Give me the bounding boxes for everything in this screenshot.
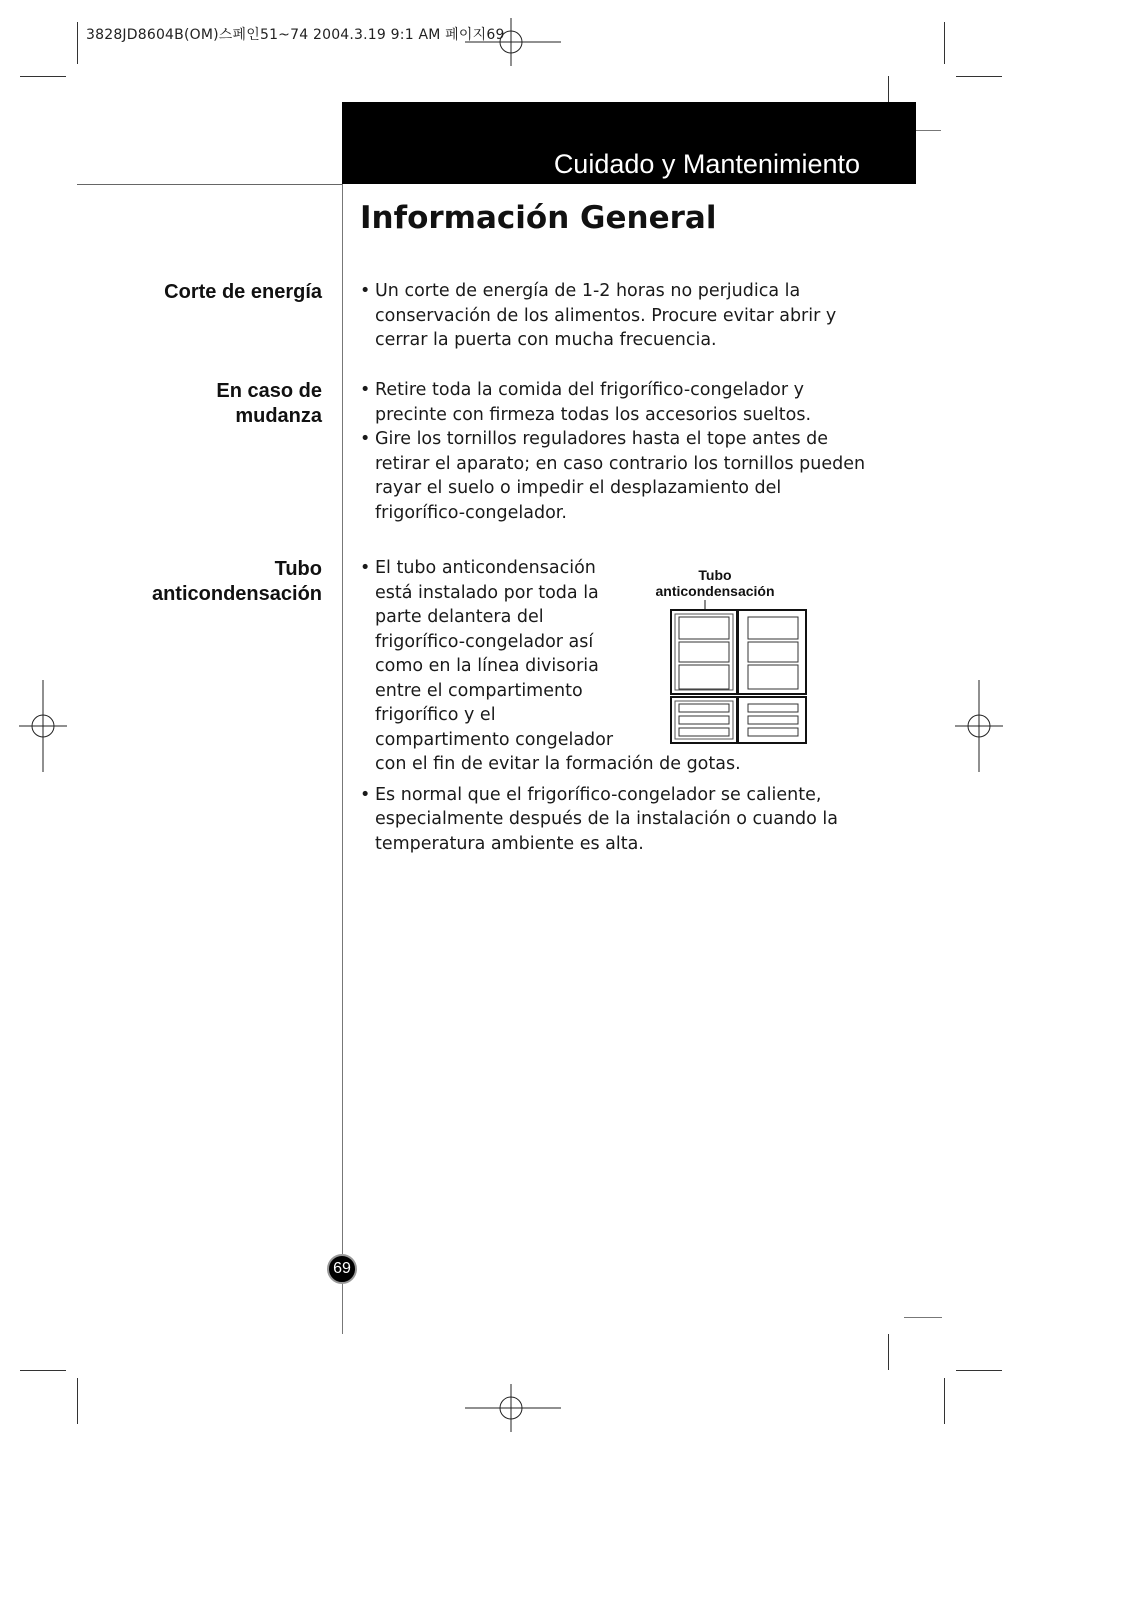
column-divider	[342, 184, 343, 1254]
section-body-power	[360, 279, 836, 353]
registration-mark-bottom	[465, 1384, 561, 1432]
section-label-tube: Tubo anticondensación	[151, 558, 322, 605]
section-label-power: Corte de energía	[164, 281, 322, 303]
header-rule	[77, 184, 343, 185]
section-body-moving	[360, 378, 865, 525]
bullet-item: • Retire toda la comida del frigorífico-congelador y precinte con firmeza todas los accesorios sueltos.	[360, 378, 865, 427]
print-header: 3828JD8604B(OM)스페인51~74 2004.3.19 9:1 AM 페이지69	[86, 27, 505, 43]
figure-label: Tubo anticondensación	[655, 567, 775, 599]
section-label-moving: En caso de mudanza	[216, 380, 322, 427]
page-number: 69	[327, 1254, 357, 1284]
header-title: Cuidado y Mantenimiento	[553, 149, 860, 179]
registration-mark-left	[19, 680, 67, 772]
page-title: Información General	[360, 200, 717, 236]
header-bar	[342, 102, 916, 184]
fridge-illustration	[670, 600, 810, 746]
bullet-item: • Gire los tornillos reguladores hasta el tope antes de retirar el aparato; en caso contrario los tornillos pueden rayar el suelo o impedir el desplazamiento del frigorífico-congelador.	[360, 427, 865, 525]
bullet-item: • Es normal que el frigorífico-congelador se caliente, especialmente después de la instalación o cuando la temperatura ambiente es alta.	[360, 783, 838, 857]
bullet-item: • El tubo anticondensación está instalado por toda la parte delantera del frigorífico-congelador así como en la línea divisoria entre el compartimento frigorífico y el compartimento congelador con el fin de evitar la formación de gotas.	[360, 556, 838, 777]
bullet-item: • Un corte de energía de 1-2 horas no perjudica la conservación de los alimentos. Procure evitar abrir y cerrar la puerta con mucha frecuencia.	[360, 279, 836, 353]
registration-mark-right	[955, 680, 1003, 772]
